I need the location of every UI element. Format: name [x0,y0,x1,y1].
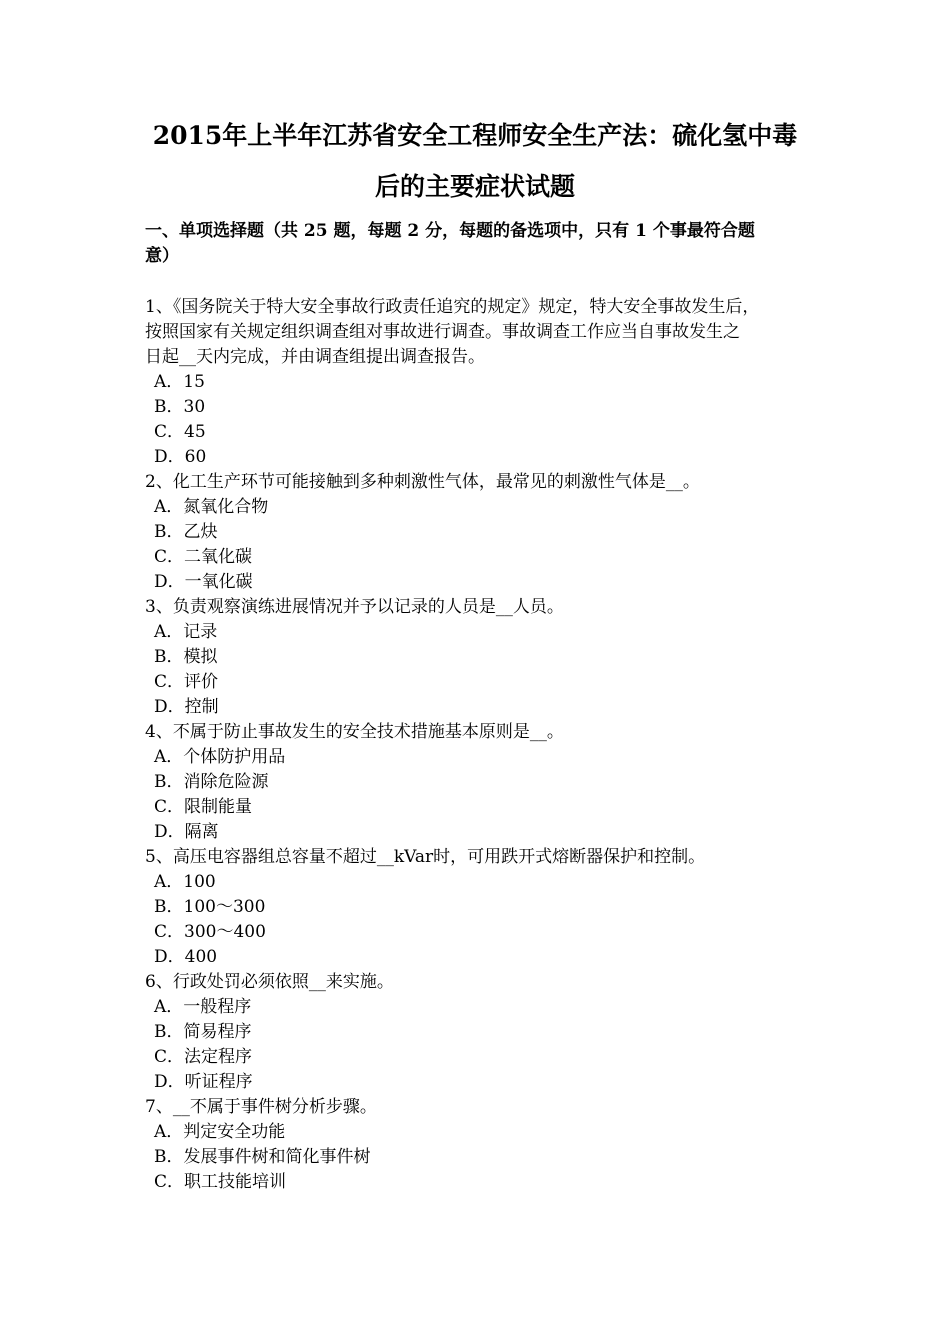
answer-option [145,1020,815,1045]
option-text: 100 [183,872,216,892]
question-item [145,595,815,720]
option-text: 45 [184,422,206,442]
option-text: 限制能量 [184,797,253,817]
answer-option [145,745,815,770]
option-text: 二氧化碳 [184,547,253,567]
option-text: 发展事件树和简化事件树 [183,1147,371,1167]
answer-option [145,445,815,470]
question-text [145,720,815,745]
option-letter: D． [154,822,185,842]
answer-option [145,370,815,395]
question-text [145,845,815,870]
option-letter: A． [154,872,184,892]
question-text [145,470,815,495]
question-text [145,970,815,995]
answer-option [145,895,815,920]
answer-option [145,420,815,445]
question-text-line: 6、行政处罚必须依照__来实施。 [145,972,394,992]
option-letter: B． [154,647,184,667]
option-text: 消除危险源 [183,772,269,792]
question-text-line: 5、高压电容器组总容量不超过__kVar时，可用跌开式熔断器保护和控制。 [145,847,706,867]
answer-option [145,1170,815,1195]
option-letter: D． [154,1072,185,1092]
question-text-line: 日起__天内完成，并由调查组提出调查报告。 [145,347,485,367]
answer-option [145,870,815,895]
answer-option [145,695,815,720]
option-letter: A． [154,997,184,1017]
question-item [145,470,815,595]
option-letter: D． [154,447,185,467]
answer-option [145,495,815,520]
option-letter: C． [154,1172,185,1192]
question-item [145,970,815,1095]
question-item [145,720,815,845]
option-letter: D． [154,572,185,592]
answer-option [145,1120,815,1145]
question-list [145,295,815,1195]
option-text: 100～300 [183,897,266,917]
option-letter: C． [154,547,185,567]
option-letter: C． [154,922,185,942]
option-letter: C． [154,1047,185,1067]
answer-option [145,770,815,795]
option-letter: B． [154,1147,184,1167]
option-text: 隔离 [184,822,219,842]
question-text-line: 4、不属于防止事故发生的安全技术措施基本原则是__。 [145,722,564,742]
section-heading-line-2: 意） [145,246,179,266]
question-text-line: 7、__不属于事件树分析步骤。 [145,1097,377,1117]
answer-option [145,395,815,420]
answer-option [145,945,815,970]
option-text: 个体防护用品 [183,747,286,767]
option-letter: B． [154,897,184,917]
question-text-line: 1、《国务院关于特大安全事故行政责任追究的规定》规定，特大安全事故发生后， [145,297,760,317]
question-item [145,845,815,970]
answer-option [145,795,815,820]
answer-option [145,1045,815,1070]
option-letter: A． [154,1122,184,1142]
option-text: 一氧化碳 [184,572,253,592]
option-letter: B． [154,772,184,792]
document-title-line-1: 2015年上半年江苏省安全工程师安全生产法：硫化氢中毒 [152,121,798,150]
question-text [145,295,815,370]
option-letter: C． [154,797,185,817]
answer-option [145,545,815,570]
section-heading-line-1: 一、单项选择题（共 25 题，每题 2 分，每题的备选项中，只有 1 个事最符合题 [145,221,755,241]
question-text-line: 2、化工生产环节可能接触到多种刺激性气体，最常见的刺激性气体是__。 [145,472,700,492]
answer-option [145,670,815,695]
option-text: 评价 [184,672,219,692]
option-letter: D． [154,697,185,717]
answer-option [145,1145,815,1170]
option-letter: A． [154,747,184,767]
answer-option [145,1070,815,1095]
question-text-line: 3、负责观察演练进展情况并予以记录的人员是__人员。 [145,597,564,617]
option-letter: B． [154,397,184,417]
option-letter: C． [154,672,185,692]
question-text-line: 按照国家有关规定组织调查组对事故进行调查。事故调查工作应当自事故发生之 [145,322,740,342]
option-letter: A． [154,372,184,392]
question-item [145,1095,815,1195]
option-text: 职工技能培训 [184,1172,287,1192]
option-text: 模拟 [183,647,218,667]
answer-option [145,920,815,945]
option-text: 简易程序 [183,1022,252,1042]
option-text: 60 [184,447,207,467]
question-text [145,1095,815,1120]
document-title-line-2: 后的主要症状试题 [374,172,575,201]
question-item [145,295,815,470]
option-text: 氮氧化合物 [183,497,269,517]
option-letter: D． [154,947,185,967]
option-letter: A． [154,497,184,517]
option-text: 400 [184,947,218,967]
option-text: 一般程序 [183,997,252,1017]
section-heading [145,219,815,269]
option-letter: C． [154,422,185,442]
option-letter: A． [154,622,184,642]
option-letter: B． [154,1022,184,1042]
question-text [145,595,815,620]
option-text: 法定程序 [184,1047,253,1067]
option-text: 判定安全功能 [183,1122,286,1142]
answer-option [145,645,815,670]
option-text: 300～400 [184,922,266,942]
option-text: 30 [183,397,206,417]
answer-option [145,620,815,645]
option-text: 听证程序 [184,1072,253,1092]
answer-option [145,995,815,1020]
option-text: 乙炔 [183,522,218,542]
option-letter: B． [154,522,184,542]
answer-option [145,820,815,845]
answer-option [145,520,815,545]
option-text: 记录 [183,622,218,642]
answer-option [145,570,815,595]
option-text: 15 [183,372,205,392]
option-text: 控制 [184,697,219,717]
